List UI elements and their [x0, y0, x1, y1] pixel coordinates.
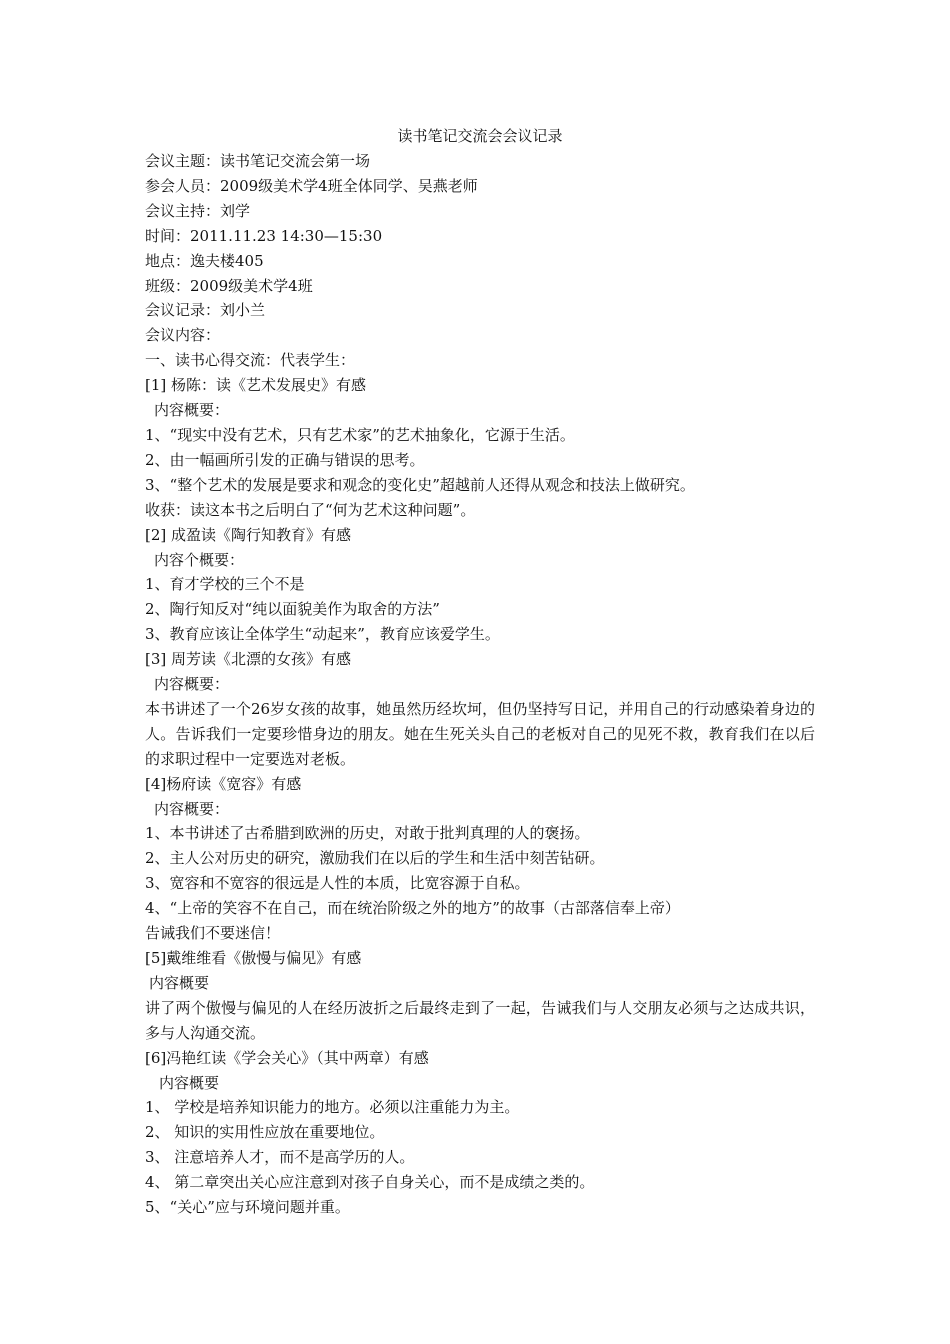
list-item: 1、育才学校的三个不是 [145, 575, 305, 594]
list-item: 1、本书讲述了古希腊到欧洲的历史，对敢于批判真理的人的褒扬。 [145, 824, 590, 843]
list-item: 2、 知识的实用性应放在重要地位。 [145, 1123, 385, 1142]
list-item: 4、 第二章突出关心应注意到对孩子自身关心，而不是成绩之类的。 [145, 1173, 595, 1192]
list-item: 3、宽容和不宽容的很远是人性的本质，比宽容源于自私。 [145, 874, 530, 893]
meeting-host: 会议主持：刘学 [145, 201, 251, 220]
meeting-recorder: 会议记录：刘小兰 [145, 301, 266, 320]
list-item: 3、“整个艺术的发展是要求和观念的变化史”超越前人还得从观念和技法上做研究。 [145, 475, 695, 494]
entry-heading: [4]杨府读《宽容》有感 [145, 774, 302, 793]
summary-label: 内容概要： [154, 799, 230, 818]
document-body [145, 124, 815, 1220]
meeting-location: 地点：逸夫楼405 [145, 251, 264, 270]
summary-label: 内容概要： [154, 675, 230, 694]
list-item: 1、“现实中没有艺术，只有艺术家”的艺术抽象化，它源于生活。 [145, 425, 575, 444]
harvest-text: 收获：读这本书之后明白了“何为艺术这种问题”。 [145, 500, 476, 519]
summary-label: 内容概要 [159, 1073, 220, 1092]
summary-paragraph: 本书讲述了一个26岁女孩的故事，她虽然历经坎坷，但仍坚持写日记，并用自己的行动感染着身边的人。告诉我们一定要珍惜身边的朋友。她在生死关头自己的老板对自己的见死不救，教育我们在以后的求职过程中一定要选对老板。 [145, 699, 815, 768]
closing-text: 告诫我们不要迷信！ [145, 924, 281, 943]
summary-label: 内容个概要： [154, 550, 245, 569]
entry-heading: [1] 杨陈：读《艺术发展史》有感 [145, 376, 367, 395]
list-item: 5、“关心”应与环境问题并重。 [145, 1198, 350, 1217]
list-item: 2、陶行知反对“纯以面貌美作为取舍的方法” [145, 600, 440, 619]
list-item: 4、“上帝的笑容不在自己，而在统治阶级之外的地方”的故事（古部落信奉上帝） [145, 899, 680, 918]
summary-label: 内容概要 [149, 973, 210, 992]
meeting-content-label: 会议内容： [145, 326, 221, 345]
list-item: 3、教育应该让全体学生“动起来”，教育应该爱学生。 [145, 625, 500, 644]
meeting-time: 时间：2011.11.23 14:30—15:30 [145, 226, 383, 245]
meeting-attendees: 参会人员：2009级美术学4班全体同学、吴燕老师 [145, 176, 478, 195]
document-title: 读书笔记交流会会议记录 [397, 127, 563, 145]
entry-heading: [3] 周芳读《北漂的女孩》有感 [145, 650, 352, 669]
summary-paragraph: 讲了两个傲慢与偏见的人在经历波折之后最终走到了一起，告诫我们与人交朋友必须与之达成共识，多与人沟通交流。 [145, 998, 815, 1042]
summary-label: 内容概要： [154, 401, 230, 420]
entry-heading: [6]冯艳红读《学会关心》（其中两章）有感 [145, 1048, 429, 1067]
list-item: 1、 学校是培养知识能力的地方。必须以注重能力为主。 [145, 1098, 520, 1117]
meeting-class: 班级：2009级美术学4班 [145, 276, 313, 295]
list-item: 2、主人公对历史的研究，激励我们在以后的学生和生活中刻苦钻研。 [145, 849, 605, 868]
entry-heading: [2] 成盈读《陶行知教育》有感 [145, 525, 352, 544]
entry-heading: [5]戴维维看《傲慢与偏见》有感 [145, 949, 362, 967]
list-item: 3、 注意培养人才，而不是高学历的人。 [145, 1148, 415, 1167]
meeting-topic: 会议主题：读书笔记交流会第一场 [145, 152, 371, 170]
list-item: 2、由一幅画所引发的正确与错误的思考。 [145, 450, 425, 469]
section-heading: 一、读书心得交流：代表学生： [145, 351, 356, 370]
